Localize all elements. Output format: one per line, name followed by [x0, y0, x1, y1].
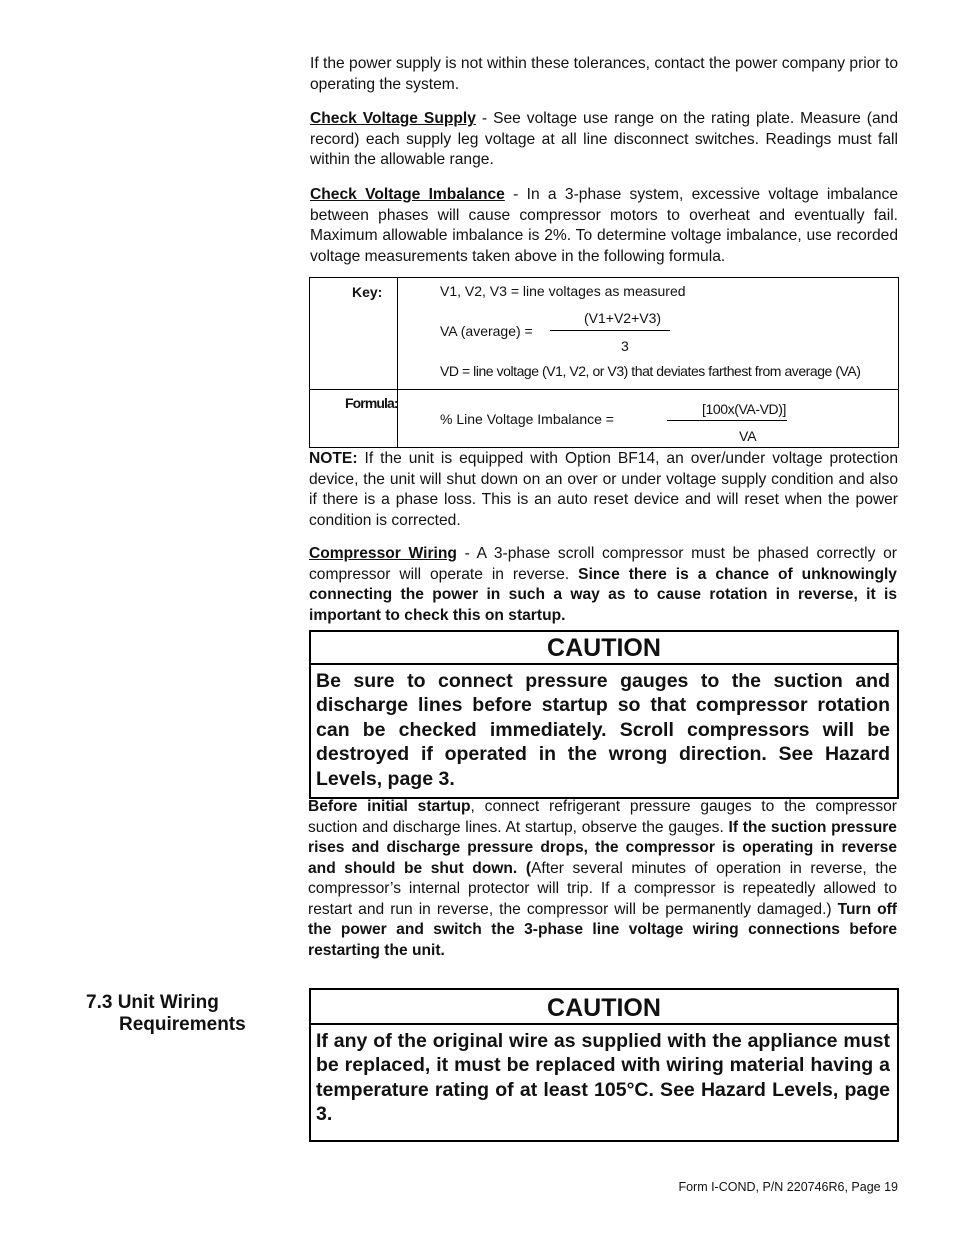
formula-fraction-bar	[667, 420, 787, 421]
caution-box-rotation	[309, 630, 899, 799]
check-voltage-imbalance-paragraph	[310, 185, 898, 267]
startup-bold-2: If the suction pressure rises and discharge pressure drops, the compressor is operating in reverse and should be shut down. (	[308, 818, 897, 877]
compressor-wiring-text: - A 3-phase scroll compressor must be phased correctly or compressor will operate in reverse.	[309, 545, 897, 583]
tolerance-paragraph: If the power supply is not within these tolerances, contact the power company prior to operating the system.	[310, 55, 898, 93]
va-denominator: 3	[621, 338, 629, 354]
table-divider-vertical	[397, 278, 398, 447]
table-divider-horizontal	[310, 389, 898, 390]
check-voltage-supply-paragraph	[310, 109, 898, 171]
check-voltage-imbalance-text: - In a 3-phase system, excessive voltage imbalance between phases will cause compressor motors to overheat and eventually fail. Maximum allowable imbalance is 2%. To determine voltage imbalance, use recorded voltage measurements taken above in the following formula.	[310, 186, 898, 265]
formula-denominator: VA	[739, 428, 757, 444]
section-heading	[86, 992, 246, 1036]
key-line-voltages: V1, V2, V3 = line voltages as measured	[440, 283, 686, 299]
caution-box-wiring	[309, 988, 899, 1142]
key-label: Key:	[352, 284, 383, 300]
page-footer: Form I-COND, P/N 220746R6, Page 19	[678, 1180, 898, 1194]
startup-text-2: After several minutes of operation in reverse, the compressor’s internal protector will trip. If a compressor is repeatedly allowed to restart and run in reverse, the compressor will be permanently damaged.)	[308, 859, 897, 918]
caution-title: CAUTION	[311, 632, 897, 665]
startup-bold-1: Before initial startup	[308, 798, 471, 815]
section-heading-line1: 7.3 Unit Wiring	[86, 992, 219, 1013]
startup-bold-3: Turn off the power and switch the 3-phase line voltage wiring connections before restarting the unit.	[308, 900, 897, 959]
va-fraction-bar	[550, 330, 670, 331]
caution-text: If any of the original wire as supplied with the appliance must be replaced, it must be replaced with wiring material having a temperature rating of at least 105°C. See Hazard Levels, page 3.	[316, 1030, 890, 1126]
va-label: VA (average) =	[440, 323, 533, 339]
va-numerator: (V1+V2+V3)	[584, 310, 662, 326]
formula-lhs: % Line Voltage Imbalance =	[440, 411, 614, 427]
caution-title: CAUTION	[311, 990, 897, 1025]
caution-text: Be sure to connect pressure gauges to the suction and discharge lines before startup so that compressor rotation can be checked immediately. Scroll compressors will be destroyed if operated in the wrong direction. See Hazard Levels, page 3.	[316, 670, 890, 790]
compressor-wiring-paragraph	[309, 544, 897, 626]
compressor-wiring-heading: Compressor Wiring	[309, 545, 457, 562]
imbalance-formula-table	[309, 277, 899, 448]
check-voltage-imbalance-heading: Check Voltage Imbalance	[310, 186, 505, 203]
formula-numerator: [100x(VA-VD)]	[702, 401, 787, 417]
check-voltage-supply-text: - See voltage use range on the rating plate. Measure (and record) each supply leg voltage at all line disconnect switches. Readings must fall within the allowable range.	[310, 110, 898, 168]
formula-label: Formula:	[345, 395, 398, 411]
startup-text-1: , connect refrigerant pressure gauges to the compressor suction and discharge lines. At startup, observe the gauges.	[308, 798, 897, 836]
vd-definition: VD = line voltage (V1, V2, or V3) that deviates farthest from average (VA)	[440, 363, 861, 379]
note-label: NOTE:	[309, 450, 358, 467]
check-voltage-supply-heading: Check Voltage Supply	[310, 110, 476, 127]
note-text: If the unit is equipped with Option BF14, an over/under voltage protection device, the unit will shut down on an over or under voltage supply condition and also if there is a phase loss. This is an auto reset device and will reset when the power condition is corrected.	[309, 450, 898, 529]
note-paragraph	[309, 449, 898, 531]
section-heading-line2: Requirements	[119, 1014, 246, 1035]
startup-paragraph	[308, 797, 897, 961]
compressor-wiring-warning: Since there is a chance of unknowingly connecting the power in such a way as to cause rotation in reverse, it is important to check this on startup.	[309, 565, 897, 624]
